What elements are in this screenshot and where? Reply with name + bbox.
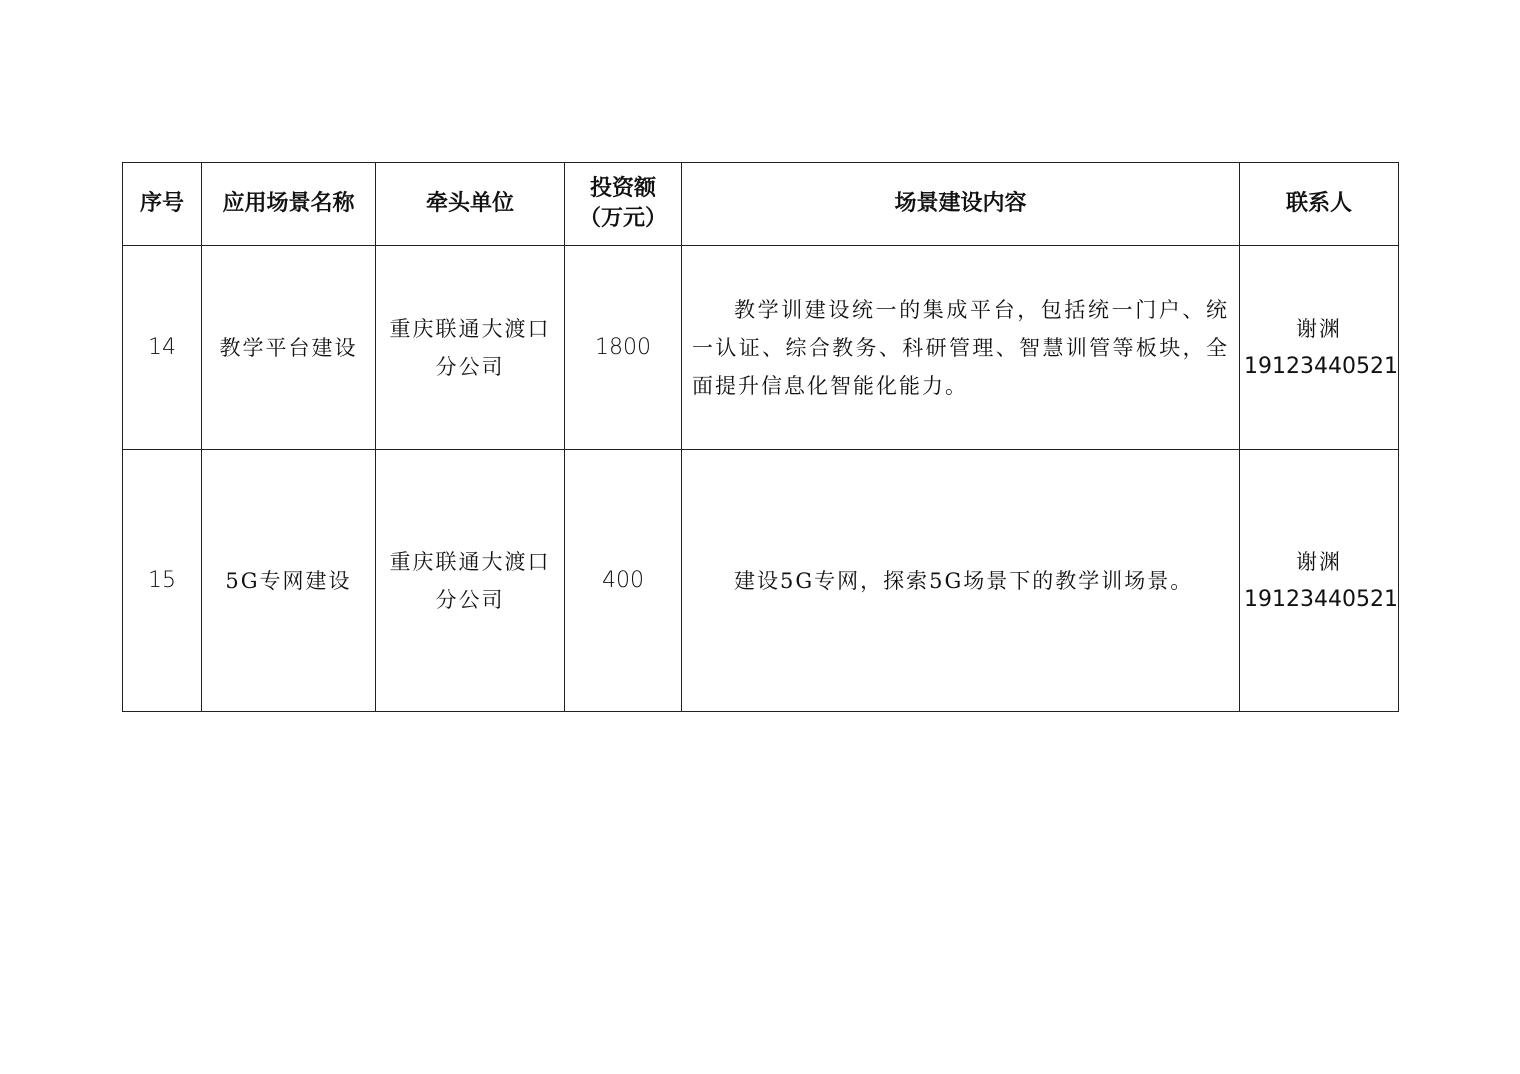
cell-investment: 400 <box>565 450 682 712</box>
contact-phone: 19123440521 <box>1244 353 1398 379</box>
cell-contact <box>1240 246 1399 450</box>
cell-seq: 14 <box>123 246 202 450</box>
cell-lead-unit: 重庆联通大渡口分公司 <box>376 450 565 712</box>
cell-lead-unit: 重庆联通大渡口分公司 <box>376 246 565 450</box>
header-contact: 联系人 <box>1240 163 1399 246</box>
header-seq: 序号 <box>123 163 202 246</box>
cell-contact <box>1240 450 1399 712</box>
header-content: 场景建设内容 <box>682 163 1240 246</box>
header-investment <box>565 163 682 246</box>
table-row <box>123 246 1399 450</box>
cell-seq: 15 <box>123 450 202 712</box>
cell-scene-name: 5G专网建设 <box>202 450 376 712</box>
header-lead-unit: 牵头单位 <box>376 163 565 246</box>
cell-scene-name: 教学平台建设 <box>202 246 376 450</box>
cell-content: 教学训建设统一的集成平台，包括统一门户、统一认证、综合教务、科研管理、智慧训管等板块，全面提升信息化智能化能力。 <box>682 246 1240 450</box>
contact-name: 谢渊 <box>1296 316 1342 341</box>
header-investment-line1: 投资额 <box>589 176 656 201</box>
project-table <box>122 162 1399 712</box>
table-header-row <box>123 163 1399 246</box>
table-row <box>123 450 1399 712</box>
contact-phone: 19123440521 <box>1244 586 1398 612</box>
cell-content: 建设5G专网，探索5G场景下的教学训场景。 <box>682 450 1240 712</box>
header-investment-line2: （万元） <box>578 206 667 231</box>
header-scene-name: 应用场景名称 <box>202 163 376 246</box>
contact-name: 谢渊 <box>1296 549 1342 574</box>
cell-investment: 1800 <box>565 246 682 450</box>
